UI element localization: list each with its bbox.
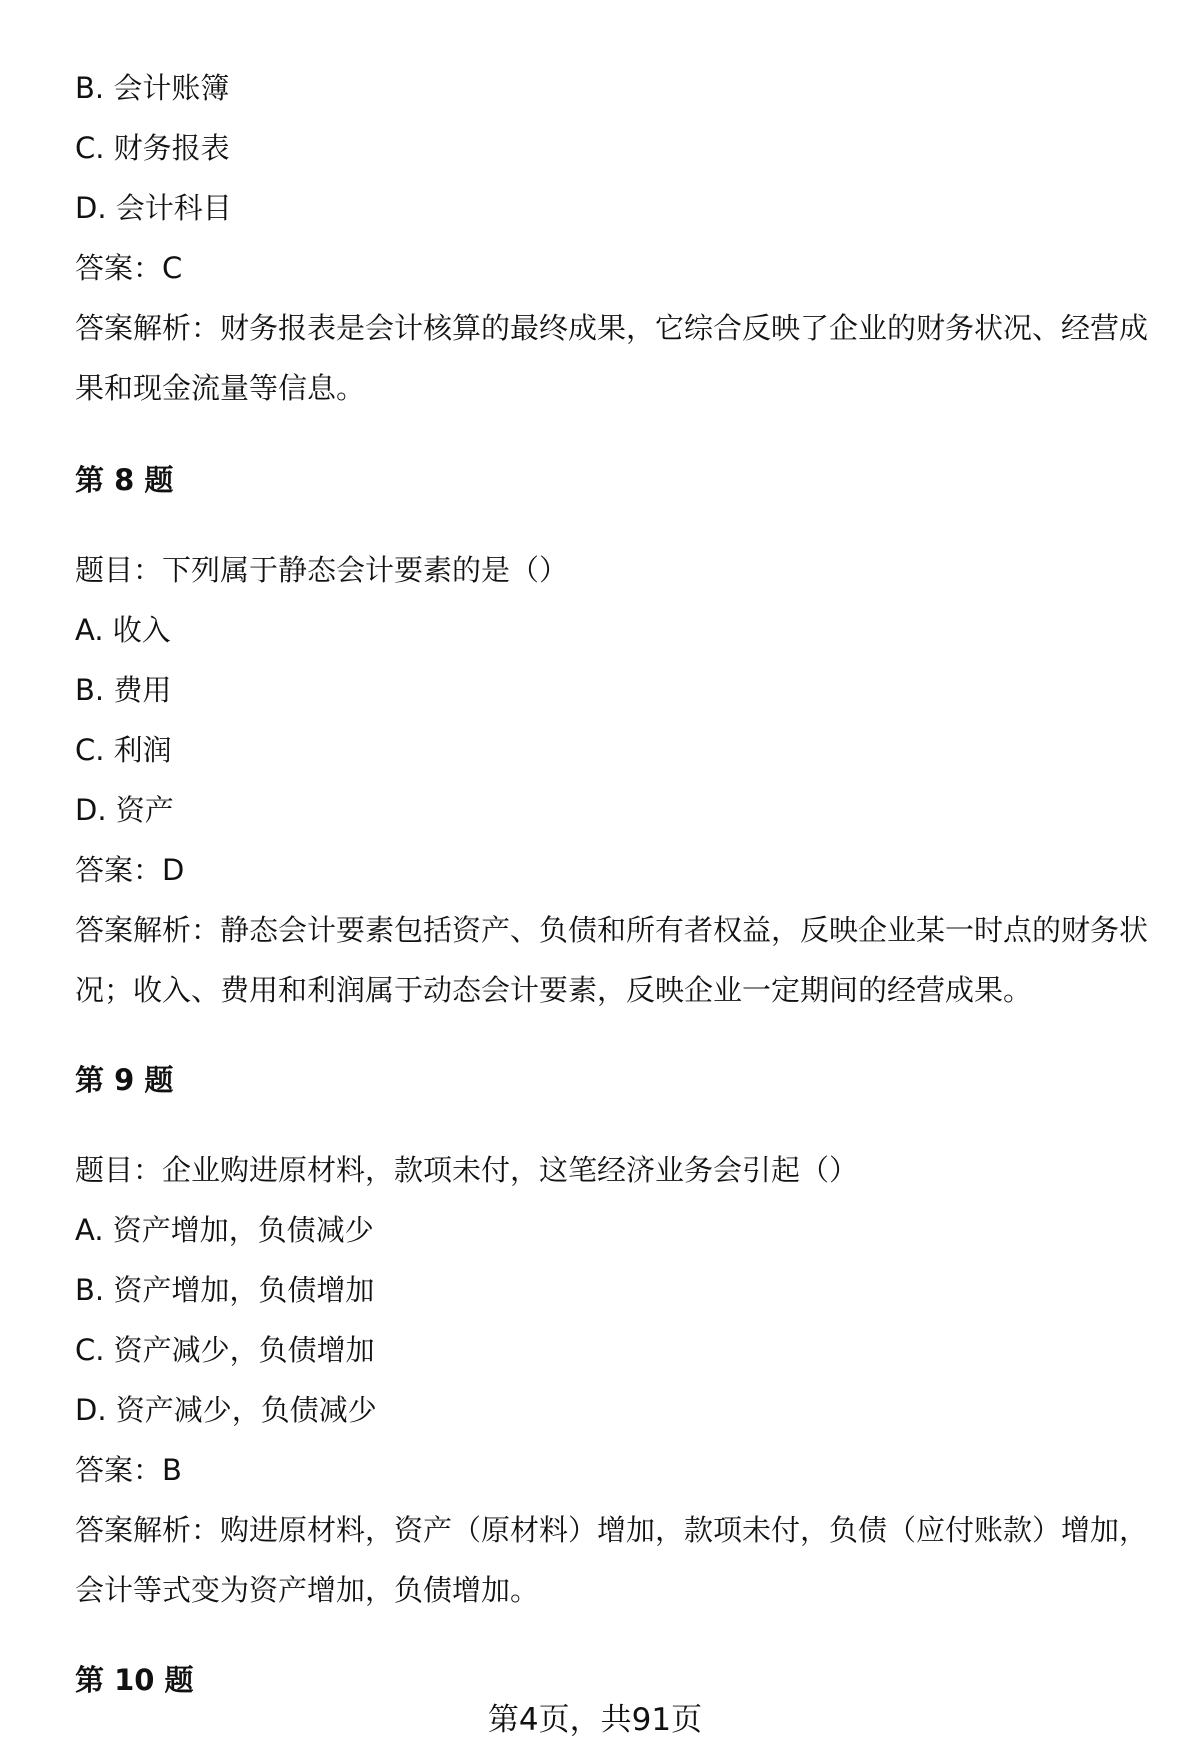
option-a: A. 资产增加，负债减少 [75,1213,374,1247]
option-d: D. 资产 [75,793,174,827]
answer: 答案：B [75,1453,182,1487]
option-d: D. 资产减少，负债减少 [75,1393,377,1427]
page-content [75,58,1165,1740]
option-c: C. 利润 [75,733,172,767]
answer-explanation: 答案解析：静态会计要素包括资产、负债和所有者权益，反映企业某一时点的财务状况；收入、费用和利润属于动态会计要素，反映企业一定期间的经营成果。 [75,913,1149,1007]
option-b: B. 会计账簿 [75,71,230,105]
question-heading-10: 第 10 题 [75,1663,194,1697]
option-c: C. 资产减少，负债增加 [75,1333,375,1367]
option-d: D. 会计科目 [75,191,232,225]
answer: 答案：C [75,251,183,285]
option-a: A. 收入 [75,613,171,647]
answer-explanation: 答案解析：购进原材料，资产（原材料）增加，款项未付，负债（应付账款）增加，会计等式变为资产增加，负债增加。 [75,1513,1149,1607]
option-b: B. 资产增加，负债增加 [75,1273,375,1307]
page-indicator: 第4页，共91页 [487,1702,703,1738]
answer: 答案：D [75,853,185,887]
option-b: B. 费用 [75,673,172,707]
question-heading-8: 第 8 题 [75,463,174,497]
question-text: 题目：下列属于静态会计要素的是（） [75,553,569,587]
option-c: C. 财务报表 [75,131,230,165]
answer-explanation: 答案解析：财务报表是会计核算的最终成果，它综合反映了企业的财务状况、经营成果和现金流量等信息。 [75,311,1149,405]
question-text: 题目：企业购进原材料，款项未付，这笔经济业务会引起（） [75,1153,859,1187]
question-heading-9: 第 9 题 [75,1063,174,1097]
